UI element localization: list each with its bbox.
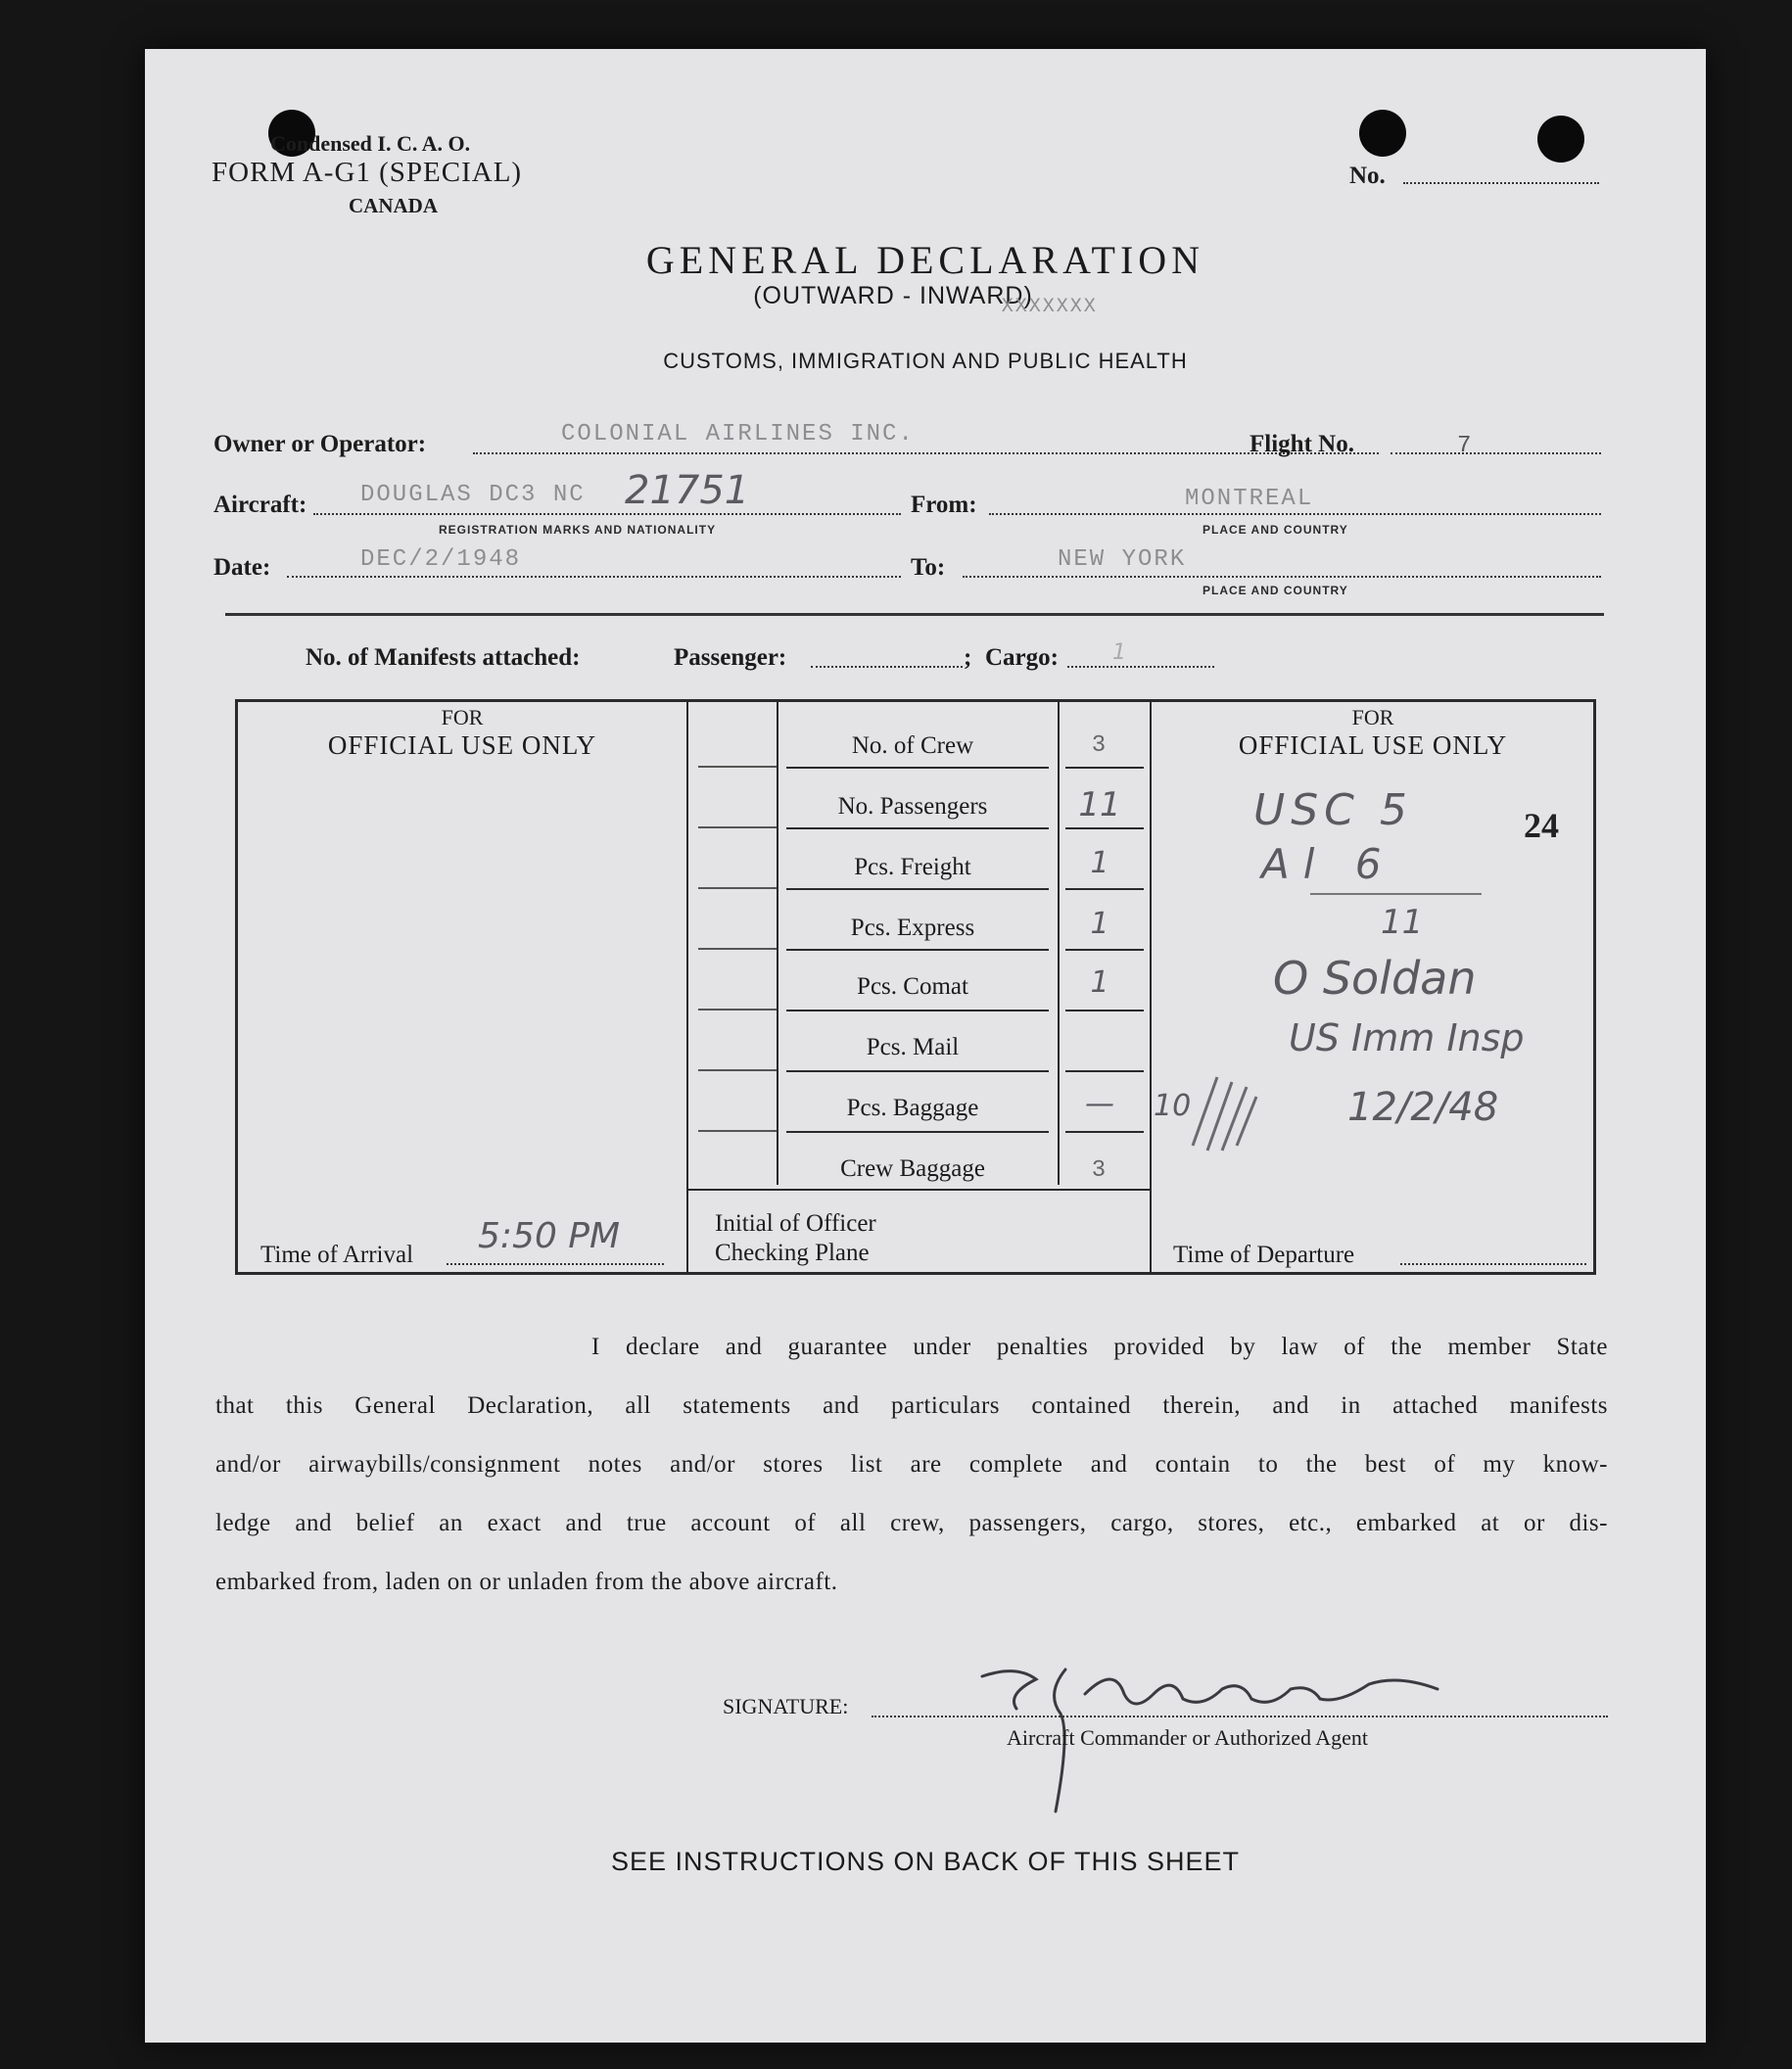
row-rule	[1065, 1010, 1144, 1011]
row-value: —	[1085, 1087, 1114, 1121]
manifests-separator: ;	[964, 644, 972, 671]
left-for-label: FOR	[441, 705, 484, 729]
owner-line	[473, 452, 1379, 454]
manifests-label: No. of Manifests attached:	[306, 644, 581, 671]
row-rule	[1065, 1070, 1144, 1072]
owner-label: Owner or Operator:	[213, 431, 427, 457]
row-rule	[786, 767, 1049, 769]
declaration-line: embarked from, laden on or unladen from the above aircraft.	[215, 1569, 838, 1595]
form-country: CANADA	[349, 194, 438, 217]
aircraft-value: DOUGLAS DC3 NC	[360, 482, 586, 508]
declaration-line: I declare and guarantee under penalties provided by law of the member State	[591, 1334, 1608, 1360]
check-line	[698, 1009, 777, 1011]
cargo-value: 1	[1112, 640, 1126, 665]
aircraft-caption: REGISTRATION MARKS AND NATIONALITY	[439, 523, 717, 537]
declaration-form	[145, 49, 1706, 2043]
annotation-baggage-note: 10	[1154, 1089, 1192, 1123]
page-title: GENERAL DECLARATION	[645, 238, 1205, 282]
passenger-label: Passenger:	[674, 644, 787, 671]
annotation-al: Al 6	[1261, 840, 1395, 888]
flight-label: Flight No.	[1250, 431, 1354, 457]
passenger-line	[811, 666, 963, 668]
to-caption: PLACE AND COUNTRY	[1203, 584, 1348, 597]
direction	[145, 282, 1706, 318]
to-line	[963, 576, 1601, 578]
row-rule	[786, 1010, 1049, 1011]
row-rule	[1065, 949, 1144, 951]
form-no-line	[1403, 182, 1599, 184]
check-line	[698, 887, 777, 889]
annotation-count: 24	[1524, 806, 1559, 845]
date-line	[287, 576, 901, 578]
signature-caption: Aircraft Commander or Authorized Agent	[1007, 1725, 1369, 1750]
check-line	[698, 948, 777, 950]
annotation-eleven: 11	[1381, 903, 1424, 942]
declaration-line: that this General Declaration, all statements and particulars contained therein, and in attached manifests	[215, 1392, 1608, 1419]
signature-label: SIGNATURE:	[723, 1694, 849, 1718]
row-rule	[1065, 767, 1144, 769]
cargo-line	[1067, 666, 1214, 668]
row-rule	[1065, 1131, 1144, 1133]
row-label: Pcs. Comat	[857, 973, 968, 1000]
to-label: To:	[911, 554, 946, 581]
annotation-agency: US Imm Insp	[1289, 1016, 1525, 1059]
annotation-date: 12/2/48	[1347, 1085, 1499, 1130]
to-value: NEW YORK	[1058, 546, 1187, 573]
row-label: Crew Baggage	[840, 1155, 985, 1182]
from-caption: PLACE AND COUNTRY	[1203, 523, 1348, 537]
punch-hole	[1537, 116, 1584, 163]
header-divider	[225, 613, 1604, 616]
direction-text: (OUTWARD - INWARD)	[753, 282, 1033, 309]
row-value: 3	[1091, 732, 1108, 759]
row-rule	[1065, 827, 1144, 829]
time-departure-label: Time of Departure	[1173, 1242, 1355, 1268]
left-official-label: OFFICIAL USE ONLY	[327, 730, 597, 760]
right-for-label: FOR	[1351, 705, 1394, 729]
from-label: From:	[911, 492, 977, 518]
form-id: FORM A-G1 (SPECIAL)	[212, 157, 523, 188]
row-rule	[786, 1070, 1049, 1072]
row-rule	[786, 827, 1049, 829]
time-arrival-label: Time of Arrival	[260, 1242, 414, 1268]
aircraft-line	[313, 513, 901, 515]
owner-value: COLONIAL AIRLINES INC.	[561, 421, 915, 447]
time-arrival-line	[447, 1263, 664, 1265]
flight-line	[1391, 452, 1601, 454]
time-departure-line	[1400, 1263, 1586, 1265]
row-value: 1	[1090, 965, 1109, 1000]
row-value: 3	[1091, 1157, 1108, 1184]
annotation-officer-signature: O Soldan	[1273, 952, 1477, 1005]
check-line	[698, 766, 777, 768]
from-value: MONTREAL	[1185, 486, 1314, 512]
punch-hole	[1359, 110, 1406, 157]
row-rule	[786, 888, 1049, 890]
annotation-usc: USC 5	[1253, 785, 1413, 835]
row-value: 1	[1090, 846, 1109, 880]
from-line	[989, 513, 1601, 515]
cargo-label: Cargo:	[985, 644, 1059, 671]
row-label: Pcs. Freight	[854, 854, 971, 880]
declaration-line: and/or airwaybills/consignment notes and/or stores list are complete and contain to the best of my know-	[215, 1451, 1608, 1478]
check-line	[698, 1130, 777, 1132]
check-line	[698, 1069, 777, 1071]
flight-value: 7	[1457, 433, 1474, 459]
right-official-label: OFFICIAL USE ONLY	[1238, 730, 1508, 760]
aircraft-label: Aircraft:	[213, 492, 307, 518]
check-line	[698, 826, 777, 828]
row-label: Pcs. Baggage	[846, 1095, 979, 1121]
row-label: Pcs. Mail	[866, 1034, 960, 1060]
row-rule	[786, 1131, 1049, 1133]
handwritten-hatch	[1173, 1067, 1261, 1155]
date-value: DEC/2/1948	[360, 546, 522, 573]
annotation-underline	[1310, 893, 1482, 895]
checking-plane-label: Checking Plane	[715, 1240, 870, 1266]
row-value: 1	[1090, 907, 1109, 941]
form-no-label: No.	[1349, 163, 1386, 189]
row-label: No. of Crew	[851, 732, 974, 759]
row-label: No. Passengers	[837, 793, 988, 820]
row-rule	[786, 949, 1049, 951]
struck-text: XXXXXXX	[1001, 296, 1098, 318]
row-rule	[688, 1189, 1150, 1191]
time-arrival-value: 5:50 PM	[478, 1216, 621, 1256]
row-label: Pcs. Express	[850, 915, 975, 941]
row-rule	[1065, 888, 1144, 890]
form-condensed: Condensed I. C. A. O.	[270, 131, 471, 156]
row-value: 11	[1078, 785, 1121, 824]
subtitle: CUSTOMS, IMMIGRATION AND PUBLIC HEALTH	[663, 349, 1188, 373]
date-label: Date:	[213, 554, 271, 581]
instructions-footer: SEE INSTRUCTIONS ON BACK OF THIS SHEET	[610, 1847, 1241, 1876]
aircraft-handwritten: 21751	[625, 468, 750, 513]
table-divider	[1150, 699, 1152, 1275]
initial-officer-label: Initial of Officer	[715, 1210, 876, 1237]
declaration-line: ledge and belief an exact and true account of all crew, passengers, cargo, stores, etc., embarked at or dis-	[215, 1510, 1608, 1536]
